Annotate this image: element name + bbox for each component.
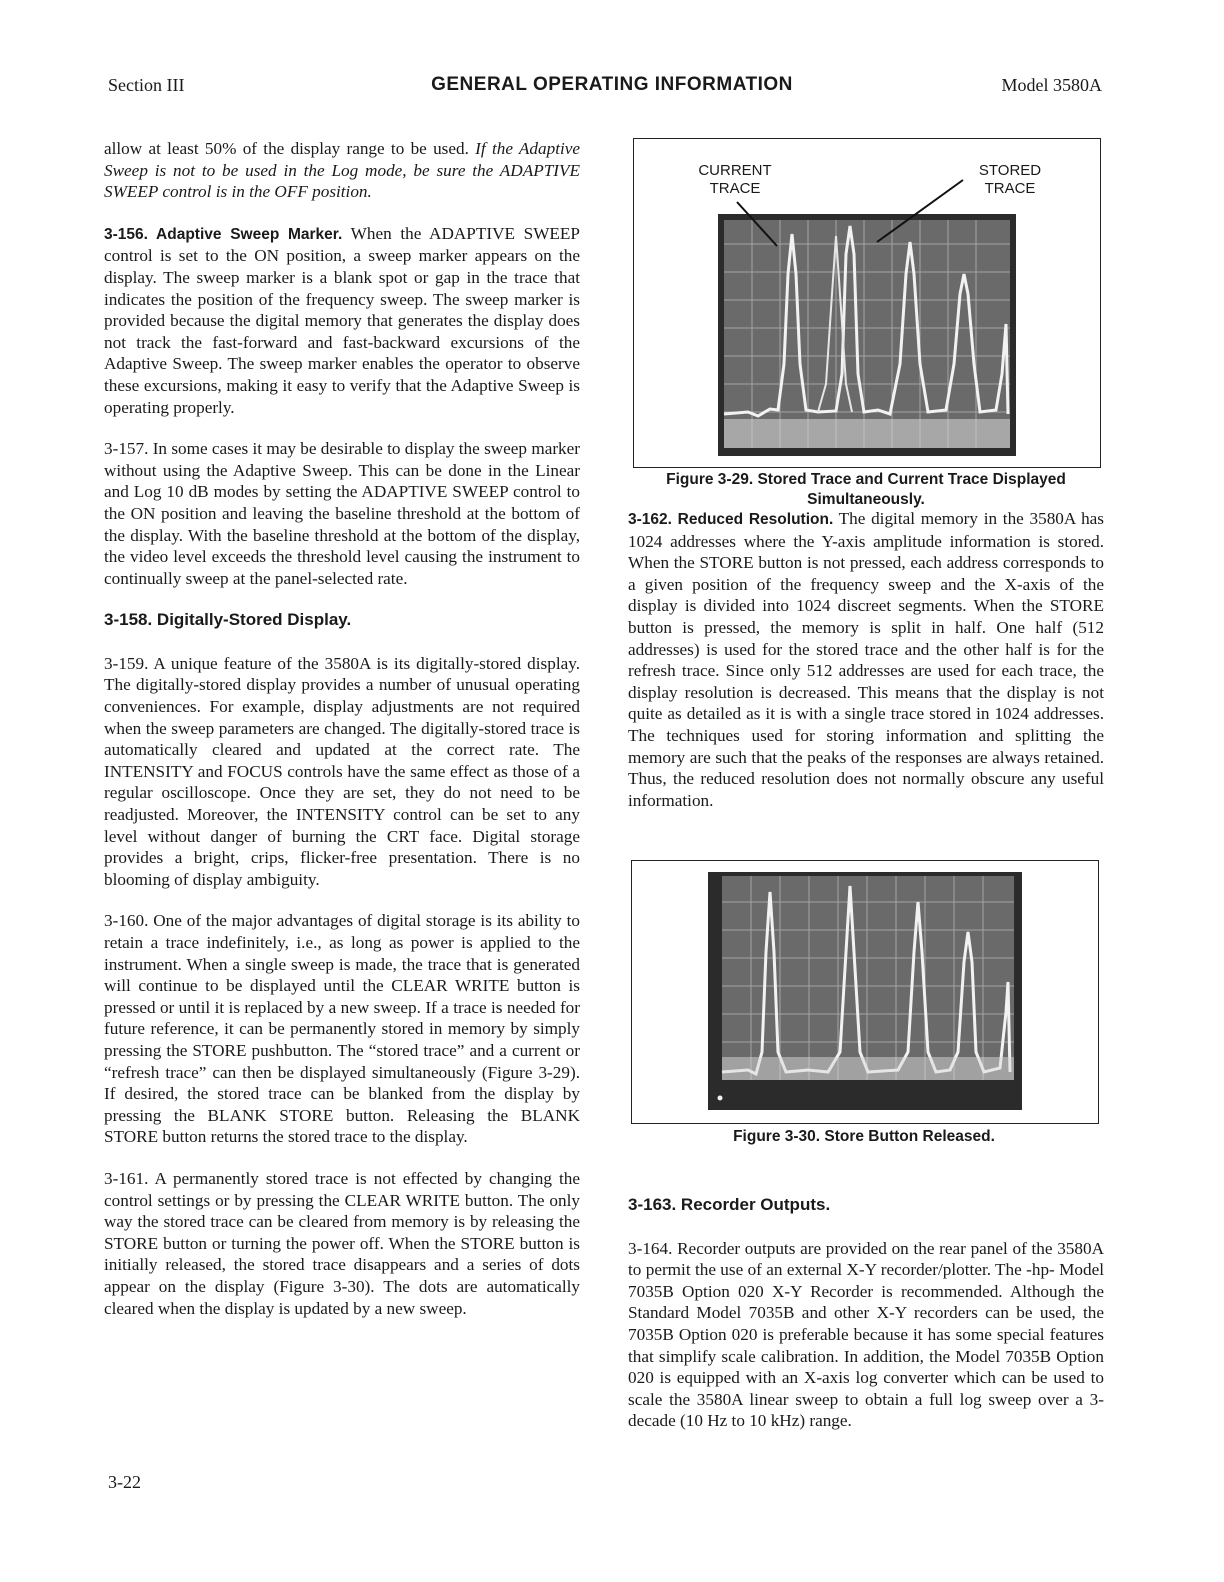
stored-trace-label: STORED TRACE bbox=[978, 162, 1042, 197]
paragraph-3-159: 3-159. A unique feature of the 3580A is its digitally-stored display. The digitally-stored display provides a number of unusual operating conveniences. For example, display adjustments are not required when the sweep parameters are changed. The digitally-stored trace is automatically cleared and updated at the correct rate. The INTENSITY and FOCUS controls have the same effect as those of a regular oscilloscope. Once they are set, they do not need to be readjusted. Moreover, the INTENSITY control can be set to any level without danger of burning the CRT face. Digital storage provides a bright, crips, flicker-free presentation. There is no blooming of display ambiguity. bbox=[104, 653, 580, 889]
right-column-lower bbox=[628, 1190, 1104, 1452]
figure-3-29-pointers bbox=[633, 138, 1099, 298]
heading-3-158: 3-158. Digitally-Stored Display. bbox=[104, 610, 352, 630]
paragraph-adaptive-log: allow at least 50% of the display range to be used. If the Adaptive Sweep is not to be used in the Log mode, be sure the ADAPTIVE SWEEP control is in the OFF position. bbox=[104, 139, 580, 202]
figure-3-30-crt-image bbox=[708, 872, 1022, 1110]
left-column bbox=[104, 138, 580, 1339]
current-trace-label: CURRENT TRACE bbox=[698, 162, 772, 197]
paragraph-3-162: 3-162. Reduced Resolution. The digital memory in the 3580A has 1024 addresses where the Y-axis amplitude information is stored. When the STORE button is not pressed, each address corresponds to a given position of the frequency sweep and the X-axis of the display is divided into 1024 discreet segments. When the STORE button is pressed, the memory is split in half. One half (512 addresses) is used for the stored trace and the other half is for the refresh trace. Since only 512 addresses are used for each trace, the display resolution is decreased. This means that the display is not quite as detailed as it is with a single trace stored in 1024 addresses. The techniques used for storing information and splitting the memory are such that the peaks of the responses are always retained. Thus, the reduced resolution does not normally obscure any useful information. bbox=[628, 509, 1104, 810]
paragraph-3-156: 3-156. Adaptive Sweep Marker. When the ADAPTIVE SWEEP control is set to the ON position, a sweep marker appears on the display. The sweep marker is a blank spot or gap in the trace that indicates the position of the frequency sweep. The sweep marker is provided because the digital memory that generates the display does not track the fast-forward and fast-backward excursions of the Adaptive Sweep. The sweep marker enables the operator to observe these excursions, making it easy to verify that the Adaptive Sweep is operating properly. bbox=[104, 223, 580, 417]
paragraph-3-160: 3-160. One of the major advantages of digital storage is its ability to retain a trace indefinitely, i.e., as long as power is applied to the instrument. When a single sweep is made, the trace that is generated will continue to be displayed until the CLEAR WRITE button is pressed or until it is replaced by a new sweep. If a trace is needed for future reference, it can be permanently stored in memory by simply pressing the STORE pushbutton. The “stored trace” and a current or “refresh trace” can then be displayed simultaneously (Figure 3-29). If desired, the stored trace can be blanked from the display by pressing the BLANK STORE button. Releasing the BLANK STORE button returns the stored trace to the display. bbox=[104, 911, 580, 1147]
paragraph-3-164: 3-164. Recorder outputs are provided on the rear panel of the 3580A to permit the use of an external X-Y recorder/plotter. The -hp- Model 7035B Option 020 X-Y Recorder is recommended. Although the Standard Model 7035B and other X-Y recorders can be used, the 7035B Option 020 is preferable because it has some special features that simplify scale calibration. In addition, the Model 7035B Option 020 is equipped with an X-axis log converter which can be used to scale the 3580A linear sweep to obtain a full log sweep over a 3-decade (10 Hz to 10 kHz) range. bbox=[628, 1238, 1104, 1431]
figure-3-30-caption: Figure 3-30. Store Button Released. bbox=[733, 1128, 995, 1145]
page-title: GENERAL OPERATING INFORMATION bbox=[431, 74, 793, 95]
paragraph-3-157: 3-157. In some cases it may be desirable to display the sweep marker without using the Adaptive Sweep. This can be done in the Linear and Log 10 dB modes by setting the ADAPTIVE SWEEP control to the ON position and leaving the baseline threshold at the bottom of the display. With the baseline threshold at the bottom of the display, the video level exceeds the threshold level causing the instrument to continually sweep at the panel-selected rate. bbox=[104, 439, 580, 588]
right-column bbox=[628, 508, 1104, 831]
page-number: 3-22 bbox=[108, 1472, 141, 1492]
model-label: Model 3580A bbox=[1001, 75, 1102, 95]
paragraph-3-161: 3-161. A permanently stored trace is not effected by changing the control settings or by pressing the CLEAR WRITE button. The only way the stored trace can be cleared from memory is by releasing the STORE button or turning the power off. When the STORE button is initially released, the stored trace disappears and a series of dots appear on the display (Figure 3-30). The dots are automatically cleared when the display is updated by a new sweep. bbox=[104, 1168, 580, 1318]
figure-3-29-caption: Figure 3-29. Stored Trace and Current Trace Displayed Simultaneously. bbox=[666, 471, 1066, 508]
section-label: Section III bbox=[108, 75, 185, 95]
heading-3-163: 3-163. Recorder Outputs. bbox=[628, 1195, 831, 1214]
